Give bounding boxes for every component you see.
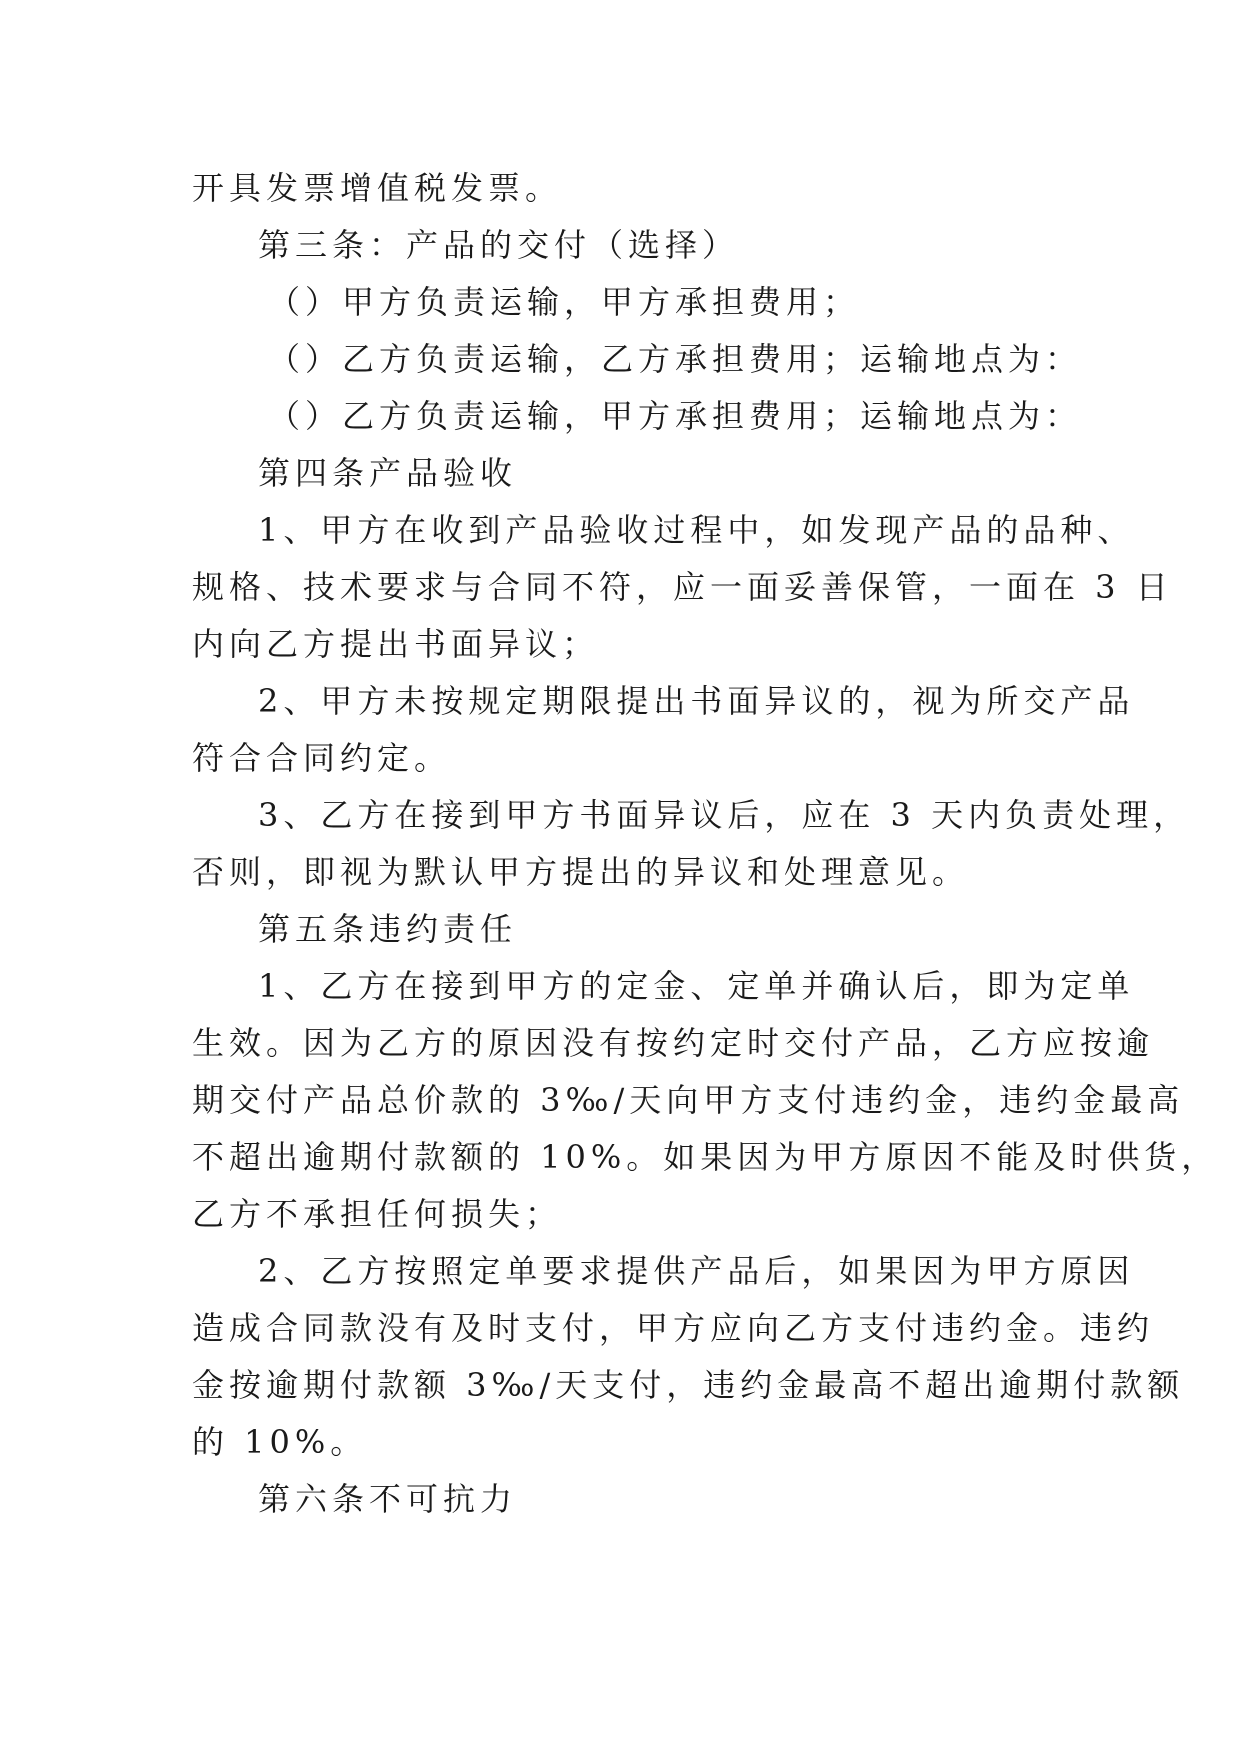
section-heading: 第三条：产品的交付（选择） <box>258 226 740 264</box>
section-heading: 第六条不可抗力 <box>258 1480 518 1518</box>
text-line: 2、甲方未按规定期限提出书面异议的，视为所交产品 <box>258 682 1135 720</box>
text-line: 否则，即视为默认甲方提出的异议和处理意见。 <box>192 853 970 891</box>
text-line: 2、乙方按照定单要求提供产品后，如果因为甲方原因 <box>258 1252 1135 1290</box>
text-line: 规格、技术要求与合同不符，应一面妥善保管，一面在 3 日 <box>192 568 1173 606</box>
option-line: （）甲方负责运输，甲方承担费用； <box>268 283 861 321</box>
text-line: 开具发票增值税发票。 <box>192 169 563 207</box>
text-line: 内向乙方提出书面异议； <box>192 625 600 663</box>
section-heading: 第四条产品验收 <box>258 454 518 492</box>
section-heading: 第五条违约责任 <box>258 910 518 948</box>
text-line: 的 10%。 <box>192 1423 368 1461</box>
text-line: 金按逾期付款额 3‰/天支付，违约金最高不超出逾期付款额 <box>192 1366 1185 1404</box>
text-line: 造成合同款没有及时支付，甲方应向乙方支付违约金。违约 <box>192 1309 1155 1347</box>
text-line: 期交付产品总价款的 3‰/天向甲方支付违约金，违约金最高 <box>192 1081 1185 1119</box>
text-line: 生效。因为乙方的原因没有按约定时交付产品，乙方应按逾 <box>192 1024 1155 1062</box>
text-line: 1、甲方在收到产品验收过程中，如发现产品的品种、 <box>258 511 1135 549</box>
text-line: 符合合同约定。 <box>192 739 452 777</box>
text-line: 3、乙方在接到甲方书面异议后，应在 3 天内负责处理， <box>258 796 1191 834</box>
option-line: （）乙方负责运输，乙方承担费用；运输地点为： <box>268 340 1083 378</box>
text-line: 不超出逾期付款额的 10%。如果因为甲方原因不能及时供货， <box>192 1138 1219 1176</box>
text-line: 乙方不承担任何损失； <box>192 1195 563 1233</box>
text-line: 1、乙方在接到甲方的定金、定单并确认后，即为定单 <box>258 967 1135 1005</box>
option-line: （）乙方负责运输，甲方承担费用；运输地点为： <box>268 397 1083 435</box>
